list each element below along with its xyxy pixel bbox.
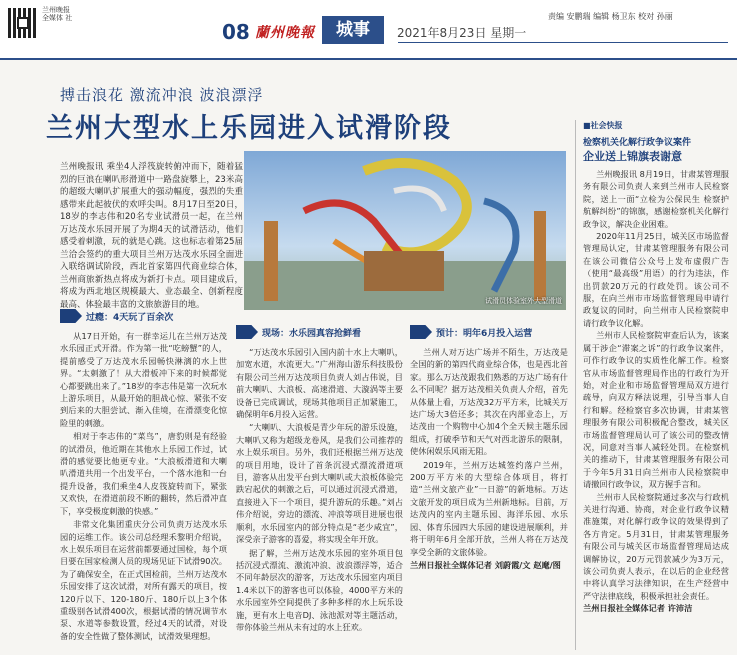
paragraph: 非常文化集团重庆分公司负责万达茂水乐园的运维工作。该公司总经理禾黎明介绍说，水上娱乐项目在运营前都要通过国检，每个项目要在国家检测人员的现场见证下试滑90次。为了确保安全，在正式国检前，兰州万达茂水乐园安排了这次试滑，对所有露天的项目，按120斤以下、120-180斤、180斤以上3个体重级别各试滑400次，根据试滑的情况调节水泵、水道等参数设置，经过4天的试滑，对设备的安全性做了整体测试，试滑效果理想。 bbox=[60, 519, 227, 641]
sidebar-news bbox=[583, 120, 729, 615]
arrow-icon bbox=[236, 325, 258, 339]
paragraph: 据了解，兰州万达茂水乐园的室外项目包括沉浸式漂流、激流冲浪、波浪漂浮等，适合不同年龄层次的游客，万达茂水乐园室内项目1.4米以下的游客也可以体验，4000平方米的水乐园室外空间提供了多种多样的水上玩乐设施，更有水上电音DJ、泳池派对等主题活动，带你体验兰州从未有过的水上狂欢。 bbox=[236, 547, 403, 632]
section-heading-1 bbox=[60, 306, 173, 326]
arrow-icon bbox=[410, 325, 432, 339]
article-column-2 bbox=[236, 346, 403, 634]
section-heading-2 bbox=[236, 322, 361, 342]
app-labels: 兰州晚报 全媒体 社 bbox=[42, 6, 73, 22]
byline: 兰州日报社全媒体记者 刘蔚霞/文 赵麾/图 bbox=[410, 559, 561, 570]
masthead-rule bbox=[398, 42, 728, 43]
article-lead: 兰州晚报讯 乘坐4人浮筏旋转俯冲而下，随着猛烈的巨浪在喇叭形滑道中一路盘旋攀上，23米高的超级大喇叭扩展重大的强动幅度，强烈的失重感带来此起彼伏的欢呼尖叫。8月17日至20日，18岁的李志伟和20名专业试滑员一起，在兰州万达茂水乐园开展了为期4天的试滑活动，他们感受着刺激，玩的就是心跳。这也标志着第25届兰洽会签约的重大项目兰州万达茂水乐园全面进入联络调试阶段，西北首家第四代商业综合体，兰州商旅新热点将成为新打卡点。项目建成后，将成为西北地区规模最大、业态最全、创新程度最高、体验最丰富的文旅旅游目的地。 bbox=[60, 162, 243, 310]
paragraph: 兰州晚报讯 8月19日，甘肃某管理服务有限公司负责人来到兰州市人民检察院，送上一面“立检为公保民生 检察护航解纠纷”的锦旗，感谢检察机关化解行政争议，解决企业困难。 bbox=[583, 169, 729, 229]
section-heading-text: 过瘾：4天玩了百余次 bbox=[86, 312, 174, 323]
qr-code-icon bbox=[8, 8, 38, 38]
byline: 兰州日报社全媒体记者 许沛洁 bbox=[583, 603, 693, 614]
sidebar-title: 企业送上锦旗表谢意 bbox=[583, 150, 682, 163]
article-headline: 兰州大型水上乐园进入试滑阶段 bbox=[46, 113, 452, 144]
paragraph: “万达茂水乐园引入国内前十水上大喇叭，加宽水道，水流更大。”广州海山游乐科技股份有限公司兰州万达茂项目负责人刘占伟说，目前大喇叭、大浪板、高速滑道、大漩涡等主要设备已完成调试，现场其他项目正加紧施工，确保明年6月投入运营。 bbox=[236, 347, 403, 420]
article-column-3 bbox=[410, 346, 568, 572]
paragraph: 2019年，兰州万达城签约落户兰州，200万平方米的大型综合体项目，将打造“兰州文旅产业”一日游”的新地标。万达文旅开发的项目成为兰州新地标。目前，万达茂内的室内主题乐园、海洋乐园、水乐园、体育乐园四大乐园的建设进展顺利，并将于明年6月全部开放，兰州人将在万达茂享受全新的文旅体验。 bbox=[410, 459, 568, 557]
paragraph: 兰州人对万达广场并不陌生，万达茂是全国的新的第四代商业综合体，也是西北首家。那么万达茂跟我们熟悉的万达广场有什么不同呢？据万达茂相关负责人介绍，首先从体量上看，万达茂32万平方米，比城关万达广场大3倍还多；其次在内部业态上，万达茂由一个购物中心加4个全天候主题乐园组成，打破季节和天气对西北游乐的限制，使休闲娱乐风雨无阻。 bbox=[410, 347, 568, 457]
staff-credits: 责编 安鹏瑞 编辑 杨卫东 校对 孙丽 bbox=[548, 12, 673, 21]
section-label: 城事 bbox=[322, 16, 384, 44]
paragraph: 2020年11月25日，城关区市场监督管理局认定，甘肃某管理服务有限公司在该公司微信公众号上发布虚假广告（使用“最高级”用语）的行为违法，作出罚款20万元的行政处罚。该公司不服，在向兰州市市场监督管理局申请行政复议的同时，向兰州市人民检察院申请行政争议化解。 bbox=[583, 231, 729, 328]
section-heading-text: 现场：水乐园真容抢鲜看 bbox=[262, 328, 362, 339]
sidebar-body bbox=[583, 168, 729, 615]
waterslide-illustration bbox=[244, 151, 566, 310]
paragraph: 兰州市人民检察院审查后认为，该案属于涉企“滞案之诉”的行政争议案件，可作行政争议的实质性化解工作。检察官从市场监督管理局作出的行政行为开始，对企业和市场监督管理局双方进行疏导，向双方释法说理，引导当事人自行和解。经检察官多次协调，甘肃某管理服务有限公司积极配合整改，城关区市场监督管理局认可了该公司的整改情况，同意对当事人减轻处罚。在检察机关的推动下，甘肃某管理服务有限公司于今年5月31日向兰州市人民检察院申请撤回行政争议，双方握手言和。 bbox=[583, 330, 729, 490]
sidebar-subtitle: 检察机关化解行政争议案件 bbox=[583, 138, 692, 148]
paragraph: 兰州市人民检察院通过多次与行政机关进行沟通、协商，对企业行政争议精准施策，对化解行政争议的效果得到了各方肯定。5月31日，甘肃某管理服务有限公司与城关区市场监督管理局达成调解协议，20万元罚款减少为3万元，该公司负责人表示，在以后的企业经营中将认真学习法律知识，在生产经营中严守法律底线，积极承担社会责任。 bbox=[583, 491, 729, 601]
article-subhead: 搏击浪花 激流冲浪 波浪漂浮 bbox=[60, 86, 264, 104]
masthead bbox=[0, 0, 737, 60]
waterpark-photo bbox=[244, 151, 566, 310]
section-heading-3 bbox=[410, 322, 532, 342]
article-column-1 bbox=[60, 330, 227, 643]
issue-date: 2021年8月23日 星期一 bbox=[397, 26, 527, 40]
column-divider bbox=[575, 120, 576, 650]
paragraph: 从17日开始，有一群幸运儿在兰州万达茂水乐园正式开滑。作为第一批“吃螃蟹”的人，提前感受了万达茂水乐园畅快淋漓的水上世界。“太刺激了！从大滑板冲下来的时候都觉心都要跳出来了。”18岁的李志伟是第一次玩水上游乐项目，从最开始的胆战心惊、紧张不安到后来的大胆尝试、渐入佳境，在滑漂变化惊险里的刺激。 bbox=[60, 331, 227, 428]
paper-logo: 蘭州晚報 bbox=[255, 25, 315, 41]
paragraph: “大喇叭、大浪板是青少年玩的游乐设施，大喇叭又称为超级龙卷风，是我们公司推荐的水上娱乐项目。另外，我们还根据兰州万达茂的项目用地，设计了首条沉浸式漂流滑道项目，游客从出发平台到大喇叭或大浪板体验完跌宕起伏的刺激之后，可以通过沉浸式滑道，直接进入下一个项目，提升游玩的乐趣。”刘占伟介绍说，旁边的漂流、冲浪等项目进展也很顺利，水乐园室内的部分特点是“老少咸宜”，深受亲子游客的喜爱，将实现全年开放。 bbox=[236, 422, 403, 545]
section-heading-text: 预计：明年6月投入运营 bbox=[436, 328, 533, 339]
page-number: 08 bbox=[222, 20, 250, 44]
sidebar-tag: ■社会快报 bbox=[583, 121, 623, 130]
arrow-icon bbox=[60, 309, 82, 323]
photo-caption: 试滑员体验室外大型滑道 bbox=[485, 297, 562, 305]
paragraph: 相对于李志伟的“菜鸟”，唐豹则是有经验的试滑员，他近期在其他水上乐园工作过，试滑的感觉要比他更专业。“大浪板滑道和大喇叭滑道共用一个出发平台，一个落水池和一台提升设备，我们乘坐4人皮筏旋转而下，紧张又欢快，在滑道前段不断的翻转，然后滑冲直下，享受极度刺激的快感。” bbox=[60, 431, 227, 516]
